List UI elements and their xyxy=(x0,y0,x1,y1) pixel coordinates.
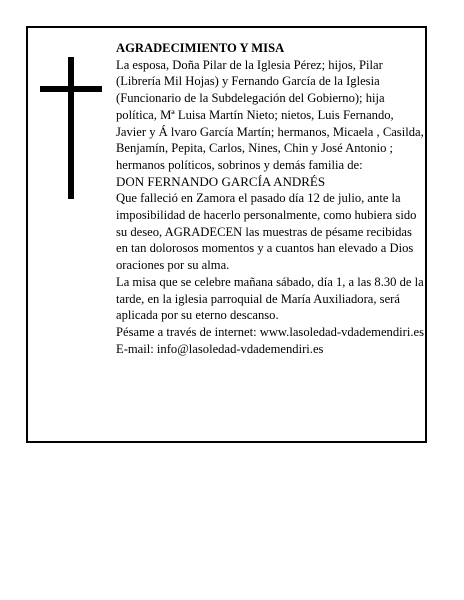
notice-text xyxy=(116,40,424,357)
cross-vertical-bar xyxy=(68,57,74,199)
mass-paragraph: La misa que se celebre mañana sábado, día 1, a las 8.30 de la tarde, en la iglesia parroquial de María Auxiliadora, será aplicada por su eterno descanso. xyxy=(116,274,424,323)
family-paragraph: La esposa, Doña Pilar de la Iglesia Pérez; hijos, Pilar (Librería Mil Hojas) y Fernando García de la Iglesia (Funcionario de la Subdelegación del Gobierno); hija política, Mª Luisa Martín Nieto; nietos, Luis Fernando, Javier y Á lvaro García Martín; hermanos, Micaela , Casilda, Benjamín, Pepita, Carlos, Nines, Chin y José Antonio ; hermanos políticos, sobrinos y demás familia de: xyxy=(116,57,424,172)
email-line: E-mail: info@lasoledad-vdademendiri.es xyxy=(116,341,324,356)
deceased-name: DON FERNANDO GARCÍA ANDRÉS xyxy=(116,173,326,189)
obituary-notice xyxy=(26,26,427,443)
notice-heading: AGRADECIMIENTO Y MISA xyxy=(116,41,285,55)
cross-horizontal-bar xyxy=(40,86,102,92)
latin-cross-icon xyxy=(40,57,102,199)
thanks-paragraph: Que falleció en Zamora el pasado día 12 de julio, ante la imposibilidad de hacerlo personalmente, como hubiera sido su deseo, AGRADECEN las muestras de pésame recibidas en tan dolorosos momentos y a cuantos han elevado a Dios oraciones por su alma. xyxy=(116,191,417,273)
web-condolences: Pésame a través de internet: www.lasoledad-vdademendiri.es xyxy=(116,324,424,339)
